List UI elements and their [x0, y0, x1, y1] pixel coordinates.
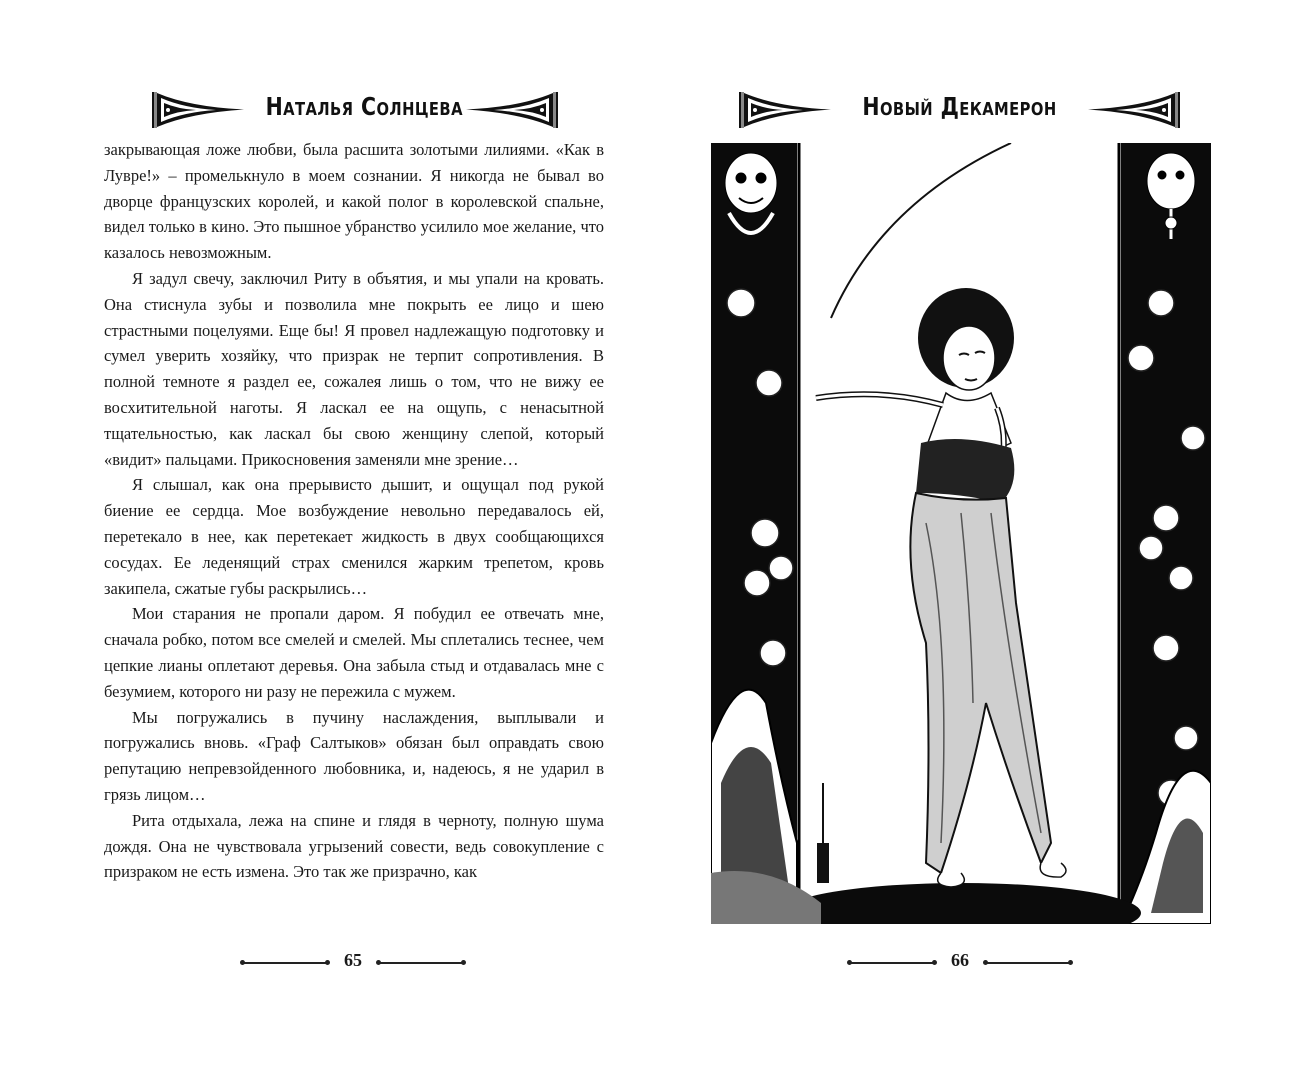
paragraph: Я задул свечу, заключил Риту в объятия, и мы упали на кровать. Она стиснула зубы и позволила мне покрыть ее лицо и шею страстными поцелуями. Еще бы! Я провел надлежащую подготовку и сумел уверить хозяйку, что призрак не терпит сопротивления. В полной темноте я раздел ее, сожалея лишь о том, что не вижу ее восхитительной наготы. Я ласкал ее на ощупь, с ненасытной тщательностью, как ласкал бы свою женщину слепой, который «видит» пальцами. Прикосновения заменяли мне зрение…: [104, 268, 604, 469]
paragraph: Мои старания не пропали даром. Я побудил ее отвечать мне, сначала робко, потом все смелей и смелей. Мы сплетались теснее, чем цепкие лианы оплетают деревья. Она забыла стыд и отдавалась мне с безумием, которого ни разу не пережила с мужем.: [104, 604, 604, 701]
art-nouveau-ornament-icon: [1086, 90, 1182, 130]
art-nouveau-ornament-icon: [150, 90, 246, 130]
left-running-head: [150, 88, 560, 132]
dancer-illustration: [711, 143, 1211, 924]
folio-rule: [378, 962, 464, 964]
right-running-head-title: Новый Декамерон: [862, 92, 1057, 121]
left-page-number: [242, 950, 464, 976]
page-number: 66: [951, 950, 969, 970]
art-nouveau-ornament-icon: [737, 90, 833, 130]
page-number: 65: [344, 950, 362, 970]
art-nouveau-ornament-icon: [464, 90, 560, 130]
paragraph: закрывающая ложе любви, была расшита золотыми лилиями. «Как в Лувре!» – промелькнуло в моем сознании. Я никогда не бывал во дворце французских королей, и какой полог в королевской спальне, видел только в кино. Это пышное убранство усилило мое желание, что казалось невозможным.: [104, 140, 604, 263]
paragraph: Рита отдыхала, лежа на спине и глядя в черноту, полную шума дождя. Она не чувствовала угрызений совести, ведь совокупление с призраком не есть измена. Это так же призрачно, как: [104, 810, 604, 882]
paragraph: Я слышал, как она прерывисто дышит, и ощущал под рукой биение ее сердца. Мое возбуждение невольно передавалось ей, перетекало в нее, как перетекает жидкость в двух сообщающихся сосудах. Ее леденящий страх сменился жарким трепетом, кровь закипела, сжатые губы раскрылись…: [104, 475, 604, 598]
right-page: [657, 0, 1314, 1067]
body-text: [104, 137, 604, 885]
folio-rule: [985, 962, 1071, 964]
left-running-head-title: Наталья Солнцева: [265, 92, 463, 121]
right-page-number: [849, 950, 1071, 976]
right-running-head: [737, 88, 1182, 132]
paragraph: Мы погружались в пучину наслаждения, выплывали и погружались вновь. «Граф Салтыков» обязан был оправдать свою репутацию непревзойденного любовника, и, надеюсь, я не ударил в грязь лицом…: [104, 707, 604, 804]
